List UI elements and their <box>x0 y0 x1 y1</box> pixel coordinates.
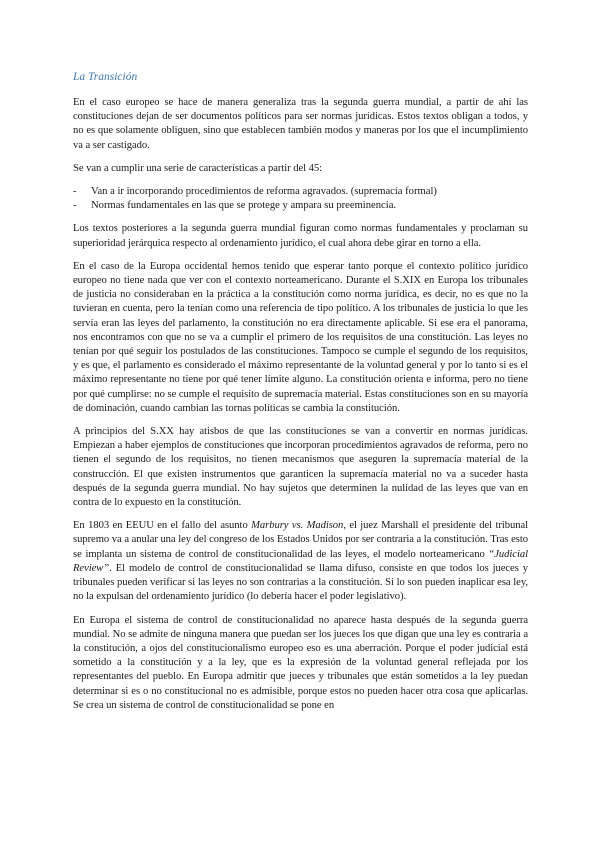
case-name: Marbury vs. Madison <box>251 520 344 532</box>
list-item-text: Van a ir incorporando procedimientos de reforma agravados. (supremacía formal) <box>91 186 437 198</box>
characteristics-list <box>73 185 528 213</box>
paragraph-1: En el caso europeo se hace de manera generaliza tras la segunda guerra mundial, a partir de ahí las constituciones dejan de ser documentos políticos para ser normas jurídicas. Estos textos obligan a todos, y no es que solamente obliguen, sino que establecen también modos y maneras por los que el incumplimiento va a ser castigado. <box>73 97 528 151</box>
paragraph-6-text-a: En 1803 en EEUU en el fallo del asunto <box>73 520 252 532</box>
paragraph-7: En Europa el sistema de control de constitucionalidad no aparece hasta después de la segunda guerra mundial. No se admite de ninguna manera que puedan ser los jueces los que digan que una ley es contraria a la constitución, a ojos del constitucionalismo europeo eso es una aberración. Porque el poder judicial está sometido a la constitución y a la ley, que es la expresión de la voluntad general reflejada por los representantes del pueblo. En Europa admitir que jueces y tribunales que están sometidos a la ley puedan determinar si es o no constitucional no es admisible, porque estos no pueden hacer otra cosa que aplicarlas. Se crea un sistema de control de constitucionalidad se pone en <box>73 614 528 711</box>
paragraph-2: Se van a cumplir una serie de características a partir del 45: <box>73 162 322 174</box>
paragraph-3: Los textos posteriores a la segunda guerra mundial figuran como normas fundamentales y proclaman su superioridad jerárquica respecto al ordenamiento jurídico, el cual ahora debe girar en torno a ella. <box>73 223 528 249</box>
paragraph-6 <box>73 519 528 604</box>
paragraph-5: A principios del S.XX hay atisbos de que las constituciones se van a convertir en normas jurídicas. Empiezan a haber ejemplos de constituciones que incorporan procedimientos agravados de reforma, pero no tienen el segundo de los requisitos, no tienen mecanismos que aseguren la supremacía material de la construcción. El que existen instrumentos que garanticen la supremacía material no va a suceder hasta después de la segunda guerra mundial. No hay sujetos que determinen la nulidad de las leyes que van en contra de lo expuesto en la constitución. <box>73 426 528 509</box>
list-item-text: Normas fundamentales en las que se protege y ampara su preeminencia. <box>91 200 397 212</box>
bullet-marker: - <box>73 200 77 212</box>
paragraph-6-text-c: . El modelo de control de constitucionalidad se llama difuso, consiste en que todos los jueces y tribunales pueden verificar si las leyes no son contrarias a la constitución. Si lo son pueden inaplicar esa ley, no la expulsan del ordenamiento jurídico (lo debería hacer el poder legislativo). <box>73 562 528 603</box>
paragraph-6-text-b: , el juez Marshall el presidente del tribunal supremo va a anular una ley del congreso de los Estados Unidos por ser contraria a la constitución. Tras esto se implanta un sistema de control de constitucionalidad de las leyes, el modelo norteamericano <box>73 520 528 560</box>
section-heading: La Transición <box>73 71 138 83</box>
document-page <box>73 70 528 722</box>
bullet-marker: - <box>73 186 77 198</box>
judicial-review-term: “Judicial Review” <box>73 548 528 574</box>
list-item <box>73 185 528 199</box>
paragraph-4: En el caso de la Europa occidental hemos tenido que esperar tanto porque el contexto político jurídico europeo no tiene nada que ver con el contexto norteamericano. Durante el S.XIX en Europa los tribunales de justicia no consideraban en la práctica a la constitución como norma jurídica, es decir, no es que no la tuvieran en cuenta, pero la tenían como una referencia de tipo político. A los tribunales de justicia lo que les servía eran las leyes del parlamento, la constitución no era directamente aplicable. Si ese era el panorama, nos encontramos con que no se va a cumplir el primero de los requisitos de una constitución. Las leyes no tenían por qué seguir los postulados de las constituciones. Tampoco se cumple el segundo de los requisitos, y es que, el parlamento es considerado el máximo representante de la voluntad general y por lo tanto si es el máximo representante no tiene por qué tener límite alguno. La constitución orienta e informa, pero no tiene por qué cumplirse: no se cumple el requisito de supremacía material. Estas constituciones son en su mayoría de dominación, cuando cambian las tornas políticas se cambia la constitución. <box>73 260 528 414</box>
list-item <box>73 199 528 213</box>
